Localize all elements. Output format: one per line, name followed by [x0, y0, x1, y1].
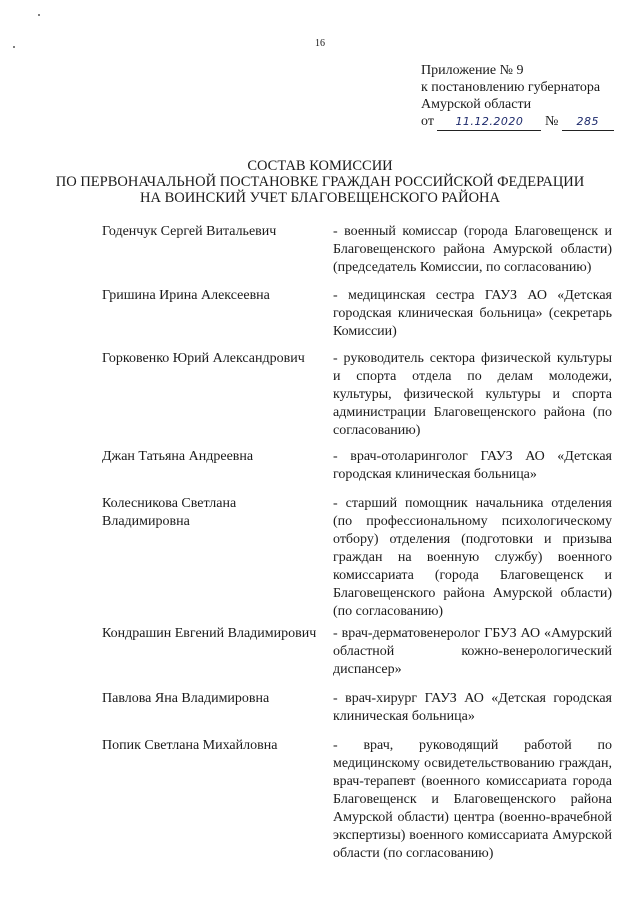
member-role: - старший помощник начальника отделения (по профессиональному психологическому отбору) отделения (подготовки и призыва граждан на военную службу) военного комиссариата (города Благовещенск и Благовещенского района Амурской области) (по согласованию) [333, 496, 612, 619]
member-name: Кондрашин Евгений Владимирович [102, 626, 317, 641]
member-name: Павлова Яна Владимировна [102, 691, 270, 706]
title-line-1: СОСТАВ КОМИССИИ [247, 158, 393, 174]
number-prefix: № [544, 114, 559, 129]
page-number: 16 [315, 38, 325, 49]
appendix-region: Амурской области [421, 97, 532, 112]
member-role: - врач-хирург ГАУЗ АО «Детская городская клиническая больница» [333, 691, 612, 724]
title-line-3: НА ВОИНСКИЙ УЧЕТ БЛАГОВЕЩЕНСКОГО РАЙОНА [140, 190, 500, 206]
member-role: - врач-отоларинголог ГАУЗ АО «Детская городская клиническая больница» [333, 449, 612, 482]
member-role: - медицинская сестра ГАУЗ АО «Детская городская клиническая больница» (секретарь Комиссии) [333, 288, 612, 339]
member-name: Годенчук Сергей Витальевич [102, 224, 277, 239]
member-name: Гришина Ирина Алексеевна [102, 288, 270, 303]
member-role: - руководитель сектора физической культуры и спорта отдела по делам молодежи, культуры, физической культуры и спорта администрации Благовещенского района (по согласованию) [333, 351, 612, 438]
scan-speck [38, 14, 40, 16]
document-title [0, 158, 640, 206]
appendix-date-line [421, 113, 631, 131]
appendix-block [421, 62, 631, 131]
member-name: Джан Татьяна Андреевна [102, 449, 254, 464]
member-role: - военный комиссар (города Благовещенск и Благовещенского района Амурской области) (председатель Комиссии, по согласованию) [333, 224, 612, 275]
member-name: Колесникова Светлана Владимировна [102, 496, 237, 529]
member-name: Попик Светлана Михайловна [102, 738, 278, 753]
date-prefix: от [421, 114, 434, 129]
member-name: Горковенко Юрий Александрович [102, 351, 305, 366]
member-role: - врач, руководящий работой по медицинскому освидетельствованию граждан, врач-терапевт (военного комиссариата города Благовещенск и Благовещенского района Амурской области) центра (военно-врачебной экспертизы) военного комиссариата Амурской области (по согласованию) [333, 738, 612, 861]
appendix-title: Приложение № 9 [421, 63, 524, 78]
handwritten-date: 11.12.2020 [437, 113, 541, 131]
appendix-reference: к постановлению губернатора [421, 80, 601, 95]
title-line-2: ПО ПЕРВОНАЧАЛЬНОЙ ПОСТАНОВКЕ ГРАЖДАН РОССИЙСКОЙ ФЕДЕРАЦИИ [55, 174, 585, 190]
member-role: - врач-дерматовенеролог ГБУЗ АО «Амурский областной кожно-венерологический диспансер» [333, 626, 612, 677]
handwritten-number: 285 [562, 113, 614, 131]
